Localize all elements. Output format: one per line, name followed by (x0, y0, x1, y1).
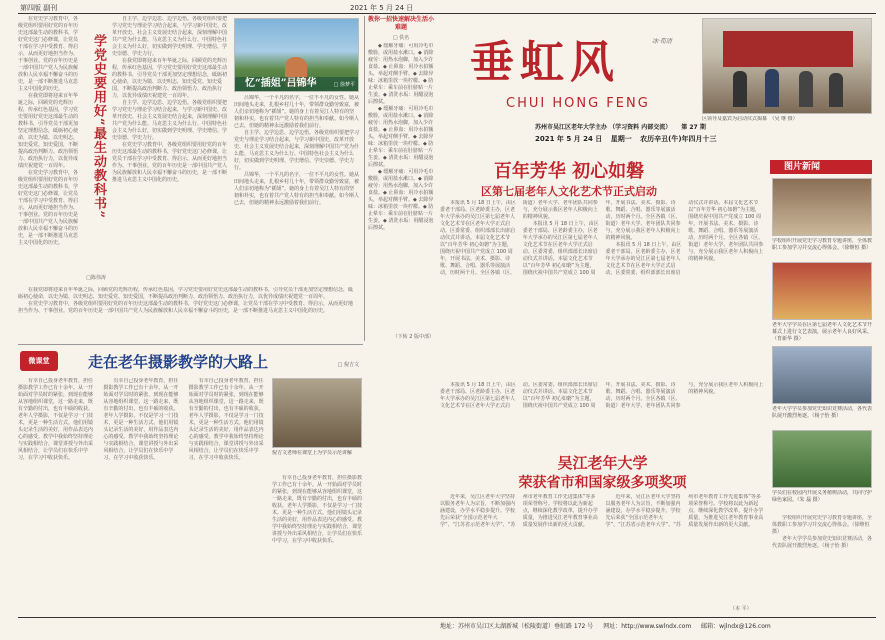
main-story-cont: 本报讯 5 月 18 日上午，由区委老干部局、区老龄委主办，区老年大学承办的吴江区第七届老年人文化艺术节在区老年大学正式启动。区委常委、组织部部长出席启动仪式并讲话。本届文化艺术节以“百年芳华 初心如磐”为主题，围绕庆祝中国共产党成立 100 周年，开展书法、美术、摄影、诗歌、舞蹈、合唱、器乐等展演活动，历时两个月。全区各镇（区、街道）老年大学、老年团队共同参与，充分展示我区老年人积极向上的精神风貌。 (440, 382, 764, 409)
photo-news-4 (772, 430, 872, 488)
left-article (18, 16, 108, 286)
footer-address: 地址：苏州市吴江区太湖新城（松陵街道）垂虹路 172 号 (440, 623, 594, 630)
tips-heading: 教你一招快速解决生活小难题 (368, 16, 435, 31)
photo-news-caption-3: 老年大学学员参加党史知识竞赛活动，各代表队展开激烈角逐。（杨子怡 摄） (772, 406, 872, 419)
mid-article-body2: 吕锦华，一个平凡的名字，一位不平凡的女性。她从田间地头走来，扎根乡村几十年，带领群众勤劳致富，被人们亲切地称为“插姐”。她的身上有着吴江人特有的坚韧和朴实，也有着共产党人特有的担当和奉献。如今斯人已去，但她的精神永远激励着我们前行。 自主学、边学边思、边学边悟。各级党组织要把学习党史与理论学习结合起来，与学习新中国史、改革开放史、社会主义发展史结合起来，深刻理解中国共产党为什么能、马克思主义为什么行、中国特色社会主义为什么好，切实做到学史明理、学史增信、学史崇德、学史力行。 吕锦华，一个平凡的名字，一位不平凡的女性。她从田间地头走来，扎根乡村几十年，带领群众勤劳致富，被人们亲切地称为“插姐”。她的身上有着吴江人特有的坚韧和朴实，也有着共产党人特有的担当和奉献。如今斯人已去，但她的精神永远激励着我们前行。 (234, 95, 359, 206)
masthead-title: 垂虹风 (470, 37, 620, 88)
launch-photo-caption: 区领导及嘉宾为启动仪式揭幕 （吴 继 摄） (702, 116, 798, 122)
photo-news-caption-2: 老年大学学员在区第七届老年人文化艺术节开幕式上进行文艺表演，展示老年人良好风采。（育新华 摄） (772, 322, 872, 342)
photo-news-caption-4: 学员们在校园内开展义务植树活动，共同守护绿色家园。（朱 磊 摄） (772, 490, 872, 503)
tips-body: ◆ 缓解牙痛：可用冷毛巾敷脸，或用盐水漱口。◆ 消除疲劳：用热水泡脚，加入少许食盐。◆ 止鼻血：用冷水拍额头，举起对侧手臂。◆ 去除异味：冰箱里放一块柠檬。◆ 防止晕车：乘车前在肚脐贴一片生姜。◆ 清洗水垢：用醋浸泡后擦拭。 ◆ 缓解牙痛：可用冷毛巾敷脸，或用盐水漱口。◆ 消除疲劳：用热水泡脚，加入少许食盐。◆ 止鼻血：用冷水拍额头，举起对侧手臂。◆ 去除异味：冰箱里放一块柠檬。◆ 防止晕车：乘车前在肚脐贴一片生姜。◆ 清洗水垢：用醋浸泡后擦拭。 ◆ 缓解牙痛：可用冷毛巾敷脸，或用盐水漱口。◆ 消除疲劳：用热水泡脚，加入少许食盐。◆ 止鼻血：用冷水拍额头，举起对侧手臂。◆ 去除异味：冰箱里放一块柠檬。◆ 防止晕车：乘车前在肚脐贴一片生姜。◆ 清洗水垢：用醋浸泡后擦拭。 (368, 43, 434, 231)
left-article-title: 学党史要用好“最生动教科书” (91, 34, 106, 219)
footer-rule (18, 617, 876, 618)
teaching-photo-caption: 倪吉文老师在课堂上为学员示范讲解 (272, 450, 353, 456)
main-story-body: 本报讯 5 月 18 日上午，由区委老干部局、区老龄委主办，区老年大学承办的吴江区第七届老年人文化艺术节在区老年大学正式启动。区委常委、组织部部长出席启动仪式并讲话。本届文化艺术节以“百年芳华 初心如磐”为主题，围绕庆祝中国共产党成立 100 周年，开展书法、美术、摄影、诗歌、舞蹈、合唱、器乐等展演活动，历时两个月。全区各镇（区、街道）老年大学、老年团队共同参与，充分展示我区老年人积极向上的精神风貌。 本报讯 5 月 18 日上午，由区委老干部局、区老龄委主办，区老年大学承办的吴江区第七届老年人文化艺术节在区老年大学正式启动。区委常委、组织部部长出席启动仪式并讲话。本届文化艺术节以“百年芳华 初心如磐”为主题，围绕庆祝中国共产党成立 100 周年，开展书法、美术、摄影、诗歌、舞蹈、合唱、器乐等展演活动，历时两个月。全区各镇（区、街道）老年大学、老年团队共同参与，充分展示我区老年人积极向上的精神风貌。 本报讯 5 月 18 日上午，由区委老干部局、区老龄委主办，区老年大学承办的吴江区第七届老年人文化艺术节在区老年大学正式启动。区委常委、组织部部长出席启动仪式并讲话。本届文化艺术节以“百年芳华 初心如磐”为主题，围绕庆祝中国共产党成立 100 周年，开展书法、美术、摄影、诗歌、舞蹈、合唱、器乐等展演活动，历时两个月。全区各镇（区、街道）老年大学、老年团队共同参与，充分展示我区老年人积极向上的精神风貌。 (440, 200, 764, 276)
award-author: （本 平） (730, 606, 752, 612)
person-4 (829, 73, 843, 107)
page-header (0, 0, 885, 14)
tips-author: □ 佚名 (392, 35, 410, 41)
tips-continue: （下转 2 版中部） (392, 334, 434, 340)
footer-email[interactable]: 邮箱：wjlndx@126.com (701, 623, 771, 630)
person-2 (765, 69, 779, 107)
photo-news-1 (772, 178, 872, 236)
photo-news-extra: 学校组织开展党史学习教育专题讲座，全体教职工参加学习并交流心得体会。（徐继恒 摄） 老年大学学员参加党史知识竞赛活动，各代表队展开激烈角逐。（杨子怡 摄） (772, 515, 872, 549)
award-subheadline: 荣获省市和国家级多项奖项 (518, 475, 687, 491)
footer (440, 621, 876, 630)
main-headline: 百年芳华 初心如磐 (493, 161, 645, 182)
stage-banner (723, 31, 853, 67)
mid-article-body: 自主学、边学边思、边学边悟。各级党组织要把学习党史与理论学习结合起来，与学习新中国史、改革开放史、社会主义发展史结合起来，深刻理解中国共产党为什么能、马克思主义为什么行、中国特色社会主义为什么好，切实做到学史明理、学史增信、学史崇德、学史力行。 在我党即将迎来百年华诞之际，回顾党的光辉历程，传承红色基因，学习党史要用好党史这部最生动的教科书，引导党员干部更加坚定理想信念，砥砺初心使命，以史为镜、以史明志，知史爱党、知史爱国，不断提高政治判断力、政治领悟力、政治执行力，以优异成绩庆祝建党一百周年。 自主学、边学边思、边学边悟。各级党组织要把学习党史与理论学习结合起来，与学习新中国史、改革开放史、社会主义发展史结合起来，深刻理解中国共产党为什么能、马克思主义为什么行、中国特色社会主义为什么好，切实做到学史明理、学史增信、学史崇德、学史力行。 在党史学习教育中，各级党组织要用好党的百年历史这部最生动的教科书，学好党史这门必修课，让党员干部在学习中受教育、得启示，从而更好地担当作为、干事创业。党的百年历史是一部中国共产党人为民族解放和人民幸福不懈奋斗的历史，是一部不断推进马克思主义中国化的历史。 (112, 16, 228, 183)
award-headline: 吴江老年大学 (557, 454, 648, 472)
photography-header (18, 344, 363, 374)
person-3 (799, 71, 813, 107)
header-date: 2021 年 5 月 24 日 (350, 4, 414, 12)
photography-body: 有幸自己投身老年教育，担任摄影教学工作已有十余年。从一开始面对学员时的紧张，到现在能够从容地组织课堂，这一路走来，既有辛勤的付出，也有丰硕的收获。老年人学摄影，不仅是学习一门技术，更是一种生活方式。他们用镜头记录生活的美好，用作品表达内心的感受。教学中我始终坚持理论与实践相结合，课堂讲授与外出采风相结合，让学员们在快乐中学习，在学习中收获快乐。 有幸自己投身老年教育，担任摄影教学工作已有十余年。从一开始面对学员时的紧张，到现在能够从容地组织课堂，这一路走来，既有辛勤的付出，也有丰硕的收获。老年人学摄影，不仅是学习一门技术，更是一种生活方式。他们用镜头记录生活的美好，用作品表达内心的感受。教学中我始终坚持理论与实践相结合，课堂讲授与外出采风相结合，让学员们在快乐中学习，在学习中收获快乐。 有幸自己投身老年教育，担任摄影教学工作已有十余年。从一开始面对学员时的紧张，到现在能够从容地组织课堂，这一路走来，既有辛勤的付出，也有丰硕的收获。老年人学摄影，不仅是学习一门技术，更是一种生活方式。他们用镜头记录生活的美好，用作品表达内心的感受。教学中我始终坚持理论与实践相结合，课堂讲授与外出采风相结合，让学员们在快乐中学习，在学习中收获快乐。 (18, 378, 264, 461)
masthead (440, 16, 717, 156)
left-article-cont: 在我党即将迎来百年华诞之际，回顾党的光辉历程，传承红色基因，学习党史要用好党史这部最生动的教科书，引导党员干部更加坚定理想信念，砥砺初心使命，以史为镜、以史明志，知史爱党、知史爱国，不断提高政治判断力、政治领悟力、政治执行力，以优异成绩庆祝建党一百周年。 在党史学习教育中，各级党组织要用好党的百年历史这部最生动的教科书，学好党史这门必修课，让党员干部在学习中受教育、得启示，从而更好地担当作为、干事创业。党的百年历史是一部中国共产党人为民族解放和人民幸福不懈奋斗的历史，是一部不断推进马克思主义中国化的历史。 (18, 287, 354, 314)
page-label: 第四版 副刊 (20, 4, 58, 12)
lujinhua-photo (234, 18, 359, 92)
masthead-publisher-line: 苏州市吴江区老年大学主办 （学习资料 内部交流） 第 27 期 (535, 124, 706, 131)
masthead-signature: 冰·荀清 (652, 38, 672, 45)
footer-web[interactable]: 网址：http://www.swlndx.com (603, 623, 692, 630)
main-subheadline: 区第七届老年人文化艺术节正式启动 (481, 185, 657, 198)
photography-body-cont: 有幸自己投身老年教育，担任摄影教学工作已有十余年。从一开始面对学员时的紧张，到现在能够从容地组织课堂，这一路走来，既有辛勤的付出，也有丰硕的收获。老年人学摄影，不仅是学习一门技术，更是一种生活方式。他们用镜头记录生活的美好，用作品表达内心的感受。教学中我始终坚持理论与实践相结合，课堂讲授与外出采风相结合，让学员们在快乐中学习，在学习中收获快乐。 (272, 475, 362, 544)
photography-title: 走在老年摄影教学的大路上 (88, 353, 269, 371)
person-1 (733, 71, 747, 107)
wechat-label: 微课堂 (20, 351, 58, 371)
photography-author: □ 倪吉文 (337, 362, 359, 368)
award-body: 近年来，吴江区老年大学坚持以服务老年人为宗旨，不断加强内涵建设，办学水平稳步提升。学校先后荣获“全国示范老年大学”、“江苏省示范老年大学”、“苏州市老年教育工作先进集体”等多项荣誉称号。学校将以此为新起点，继续深化教学改革，提升办学质量，为推进吴江老年教育事业高质量发展作出新的更大贡献。 近年来，吴江区老年大学坚持以服务老年人为宗旨，不断加强内涵建设，办学水平稳步提升。学校先后荣获“全国示范老年大学”、“江苏省示范老年大学”、“苏州市老年教育工作先进集体”等多项荣誉称号。学校将以此为新起点，继续深化教学改革，提升办学质量，为推进吴江老年教育事业高质量发展作出新的更大贡献。 (440, 494, 764, 528)
masthead-pinyin: CHUI HONG FENG (506, 96, 650, 111)
masthead-date-line: 2021 年 5 月 24 日 星期一 农历辛丑(牛)年四月十三 (535, 135, 717, 143)
photo-news-caption-1: 学校组织开展党史学习教育专题讲座，全体教职工参加学习并交流心得体会。（徐继恒 摄） (772, 238, 872, 251)
photo-title: 忆“插姐”吕锦华 (245, 78, 317, 89)
left-article-author: □陈伟涛 (86, 275, 106, 281)
header-rule (18, 13, 876, 14)
photo-news-3 (772, 346, 872, 404)
teaching-photo (272, 378, 362, 448)
photo-news-2 (772, 262, 872, 320)
launch-photo (702, 18, 872, 114)
left-article-body: 在党史学习教育中，各级党组织要用好党的百年历史这部最生动的教科书，学好党史这门必修课，让党员干部在学习中受教育、得启示，从而更好地担当作为、干事创业。党的百年历史是一部中国共产党人为民族解放和人民幸福不懈奋斗的历史，是一部不断推进马克思主义中国化的历史。 在我党即将迎来百年华诞之际，回顾党的光辉历程，传承红色基因，学习党史要用好党史这部最生动的教科书，引导党员干部更加坚定理想信念，砥砺初心使命，以史为镜、以史明志，知史爱党、知史爱国，不断提高政治判断力、政治领悟力、政治执行力，以优异成绩庆祝建党一百周年。 在党史学习教育中，各级党组织要用好党的百年历史这部最生动的教科书，学好党史这门必修课，让党员干部在学习中受教育、得启示，从而更好地担当作为、干事创业。党的百年历史是一部中国共产党人为民族解放和人民幸福不懈奋斗的历史，是一部不断推进马克思主义中国化的历史。 (18, 16, 79, 246)
photo-author: □ 徐梦平 (333, 82, 355, 88)
tips-sidebar (364, 16, 434, 341)
photo-news-heading: 图片新闻 (770, 160, 872, 174)
